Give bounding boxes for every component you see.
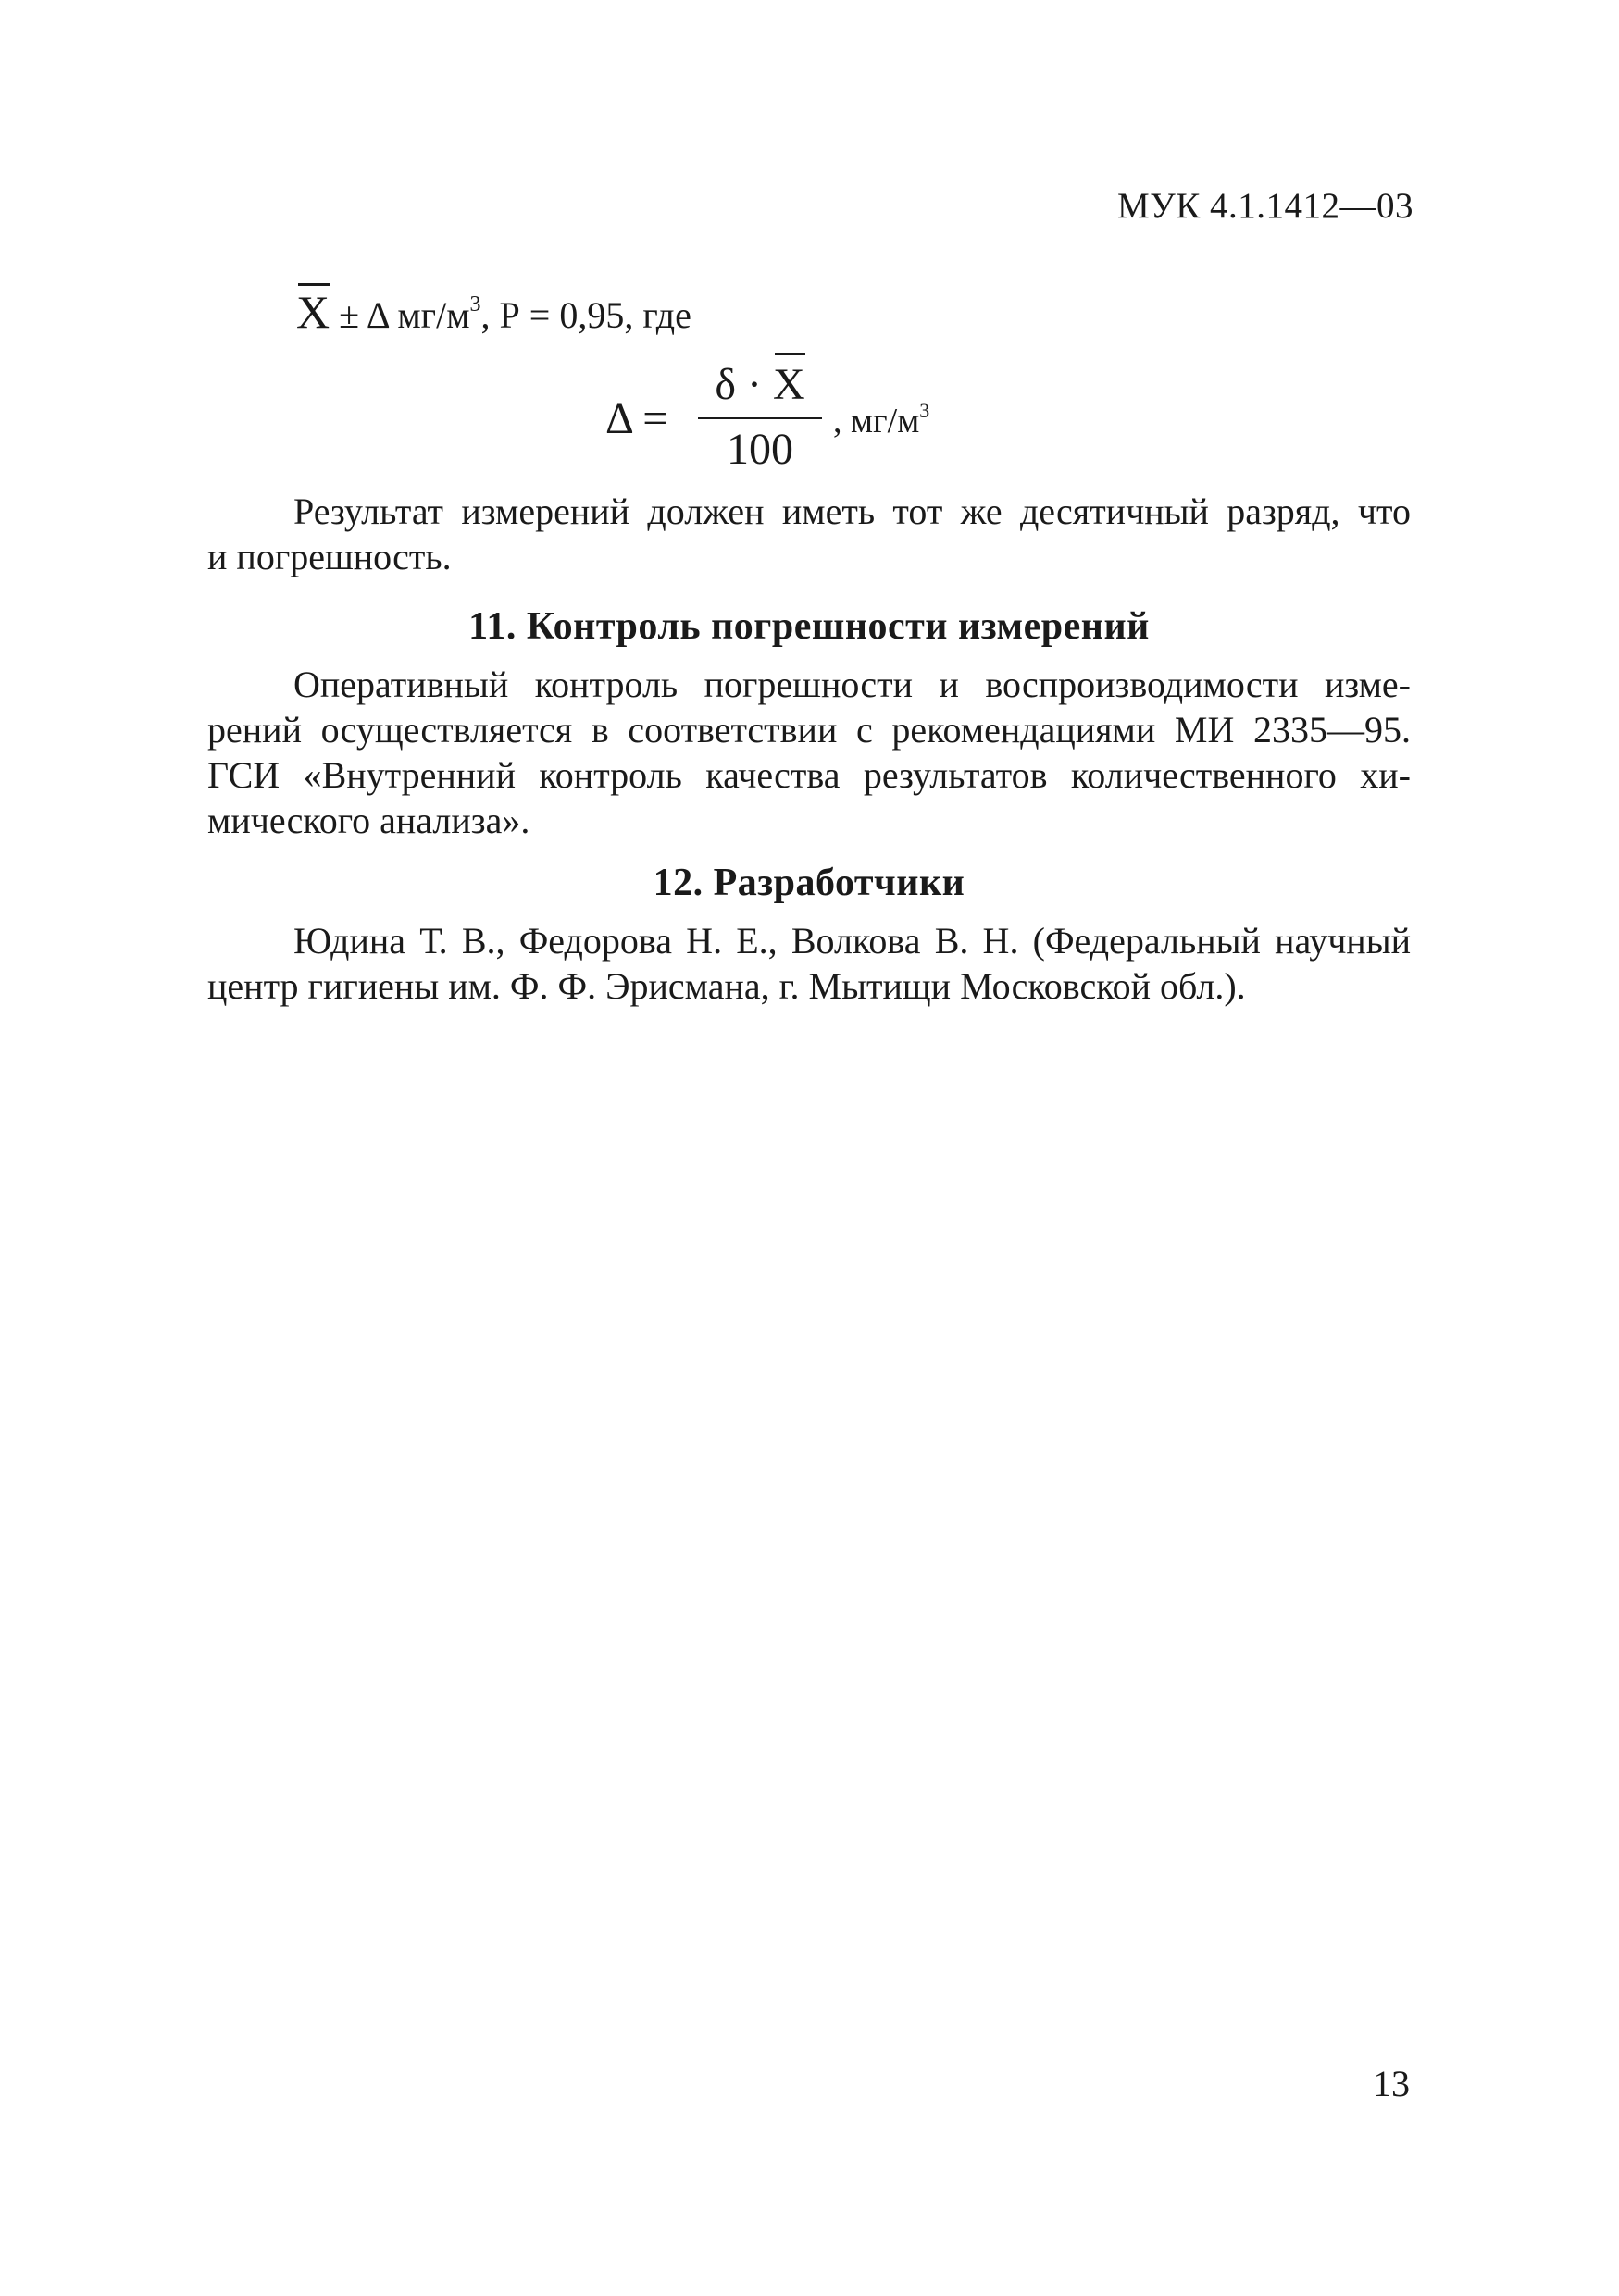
fraction-denominator: 100 (727, 425, 793, 474)
fraction-numerator (698, 356, 822, 414)
paragraph-line: Результат измерений должен иметь тот же десятичный разряд, что (293, 490, 1411, 532)
numerator-x-mean: X (773, 356, 805, 414)
paragraph-line: и погрешность. (207, 536, 452, 577)
page-number: 13 (1373, 2063, 1410, 2104)
paragraph-line: Оперативный контроль погрешности и воспроизводимости изме- (293, 664, 1411, 705)
formula-plus-minus: ± Δ мг/м (339, 294, 470, 336)
x-mean-symbol: X (296, 286, 330, 338)
section-11-heading: 11. Контроль погрешности измерений (468, 605, 1150, 648)
formula-unit-superscript: 3 (469, 292, 481, 316)
paragraph-line: Юдина Т. В., Федорова Н. Е., Волкова В. Н. (Федеральный научный (293, 920, 1411, 962)
delta-fraction (698, 356, 822, 475)
section-11-paragraph (207, 662, 1411, 843)
numerator-delta: δ · (715, 360, 773, 409)
formula-probability: , Р = 0,95, где (480, 294, 691, 336)
paragraph-line: ГСИ «Внутренний контроль качества результатов количественного хи- (207, 754, 1411, 796)
result-formula (296, 286, 691, 338)
delta-unit (833, 399, 929, 441)
section-12-paragraph (207, 918, 1411, 1009)
paragraph-line: рений осуществляется в соответствии с рекомендациями МИ 2335—95. (207, 709, 1411, 751)
delta-unit-text: , мг/м (833, 402, 920, 441)
document-code-header: МУК 4.1.1412—03 (1116, 186, 1414, 226)
paragraph-line: мического анализа». (207, 800, 530, 841)
fraction-bar (698, 417, 822, 419)
paragraph-line: центр гигиены им. Ф. Ф. Эрисмана, г. Мытищи Московской обл.). (207, 965, 1246, 1007)
delta-unit-superscript: 3 (919, 399, 930, 422)
delta-lhs: Δ = (605, 394, 668, 443)
result-precision-paragraph (207, 489, 1411, 579)
section-12-heading: 12. Разработчики (653, 862, 965, 904)
